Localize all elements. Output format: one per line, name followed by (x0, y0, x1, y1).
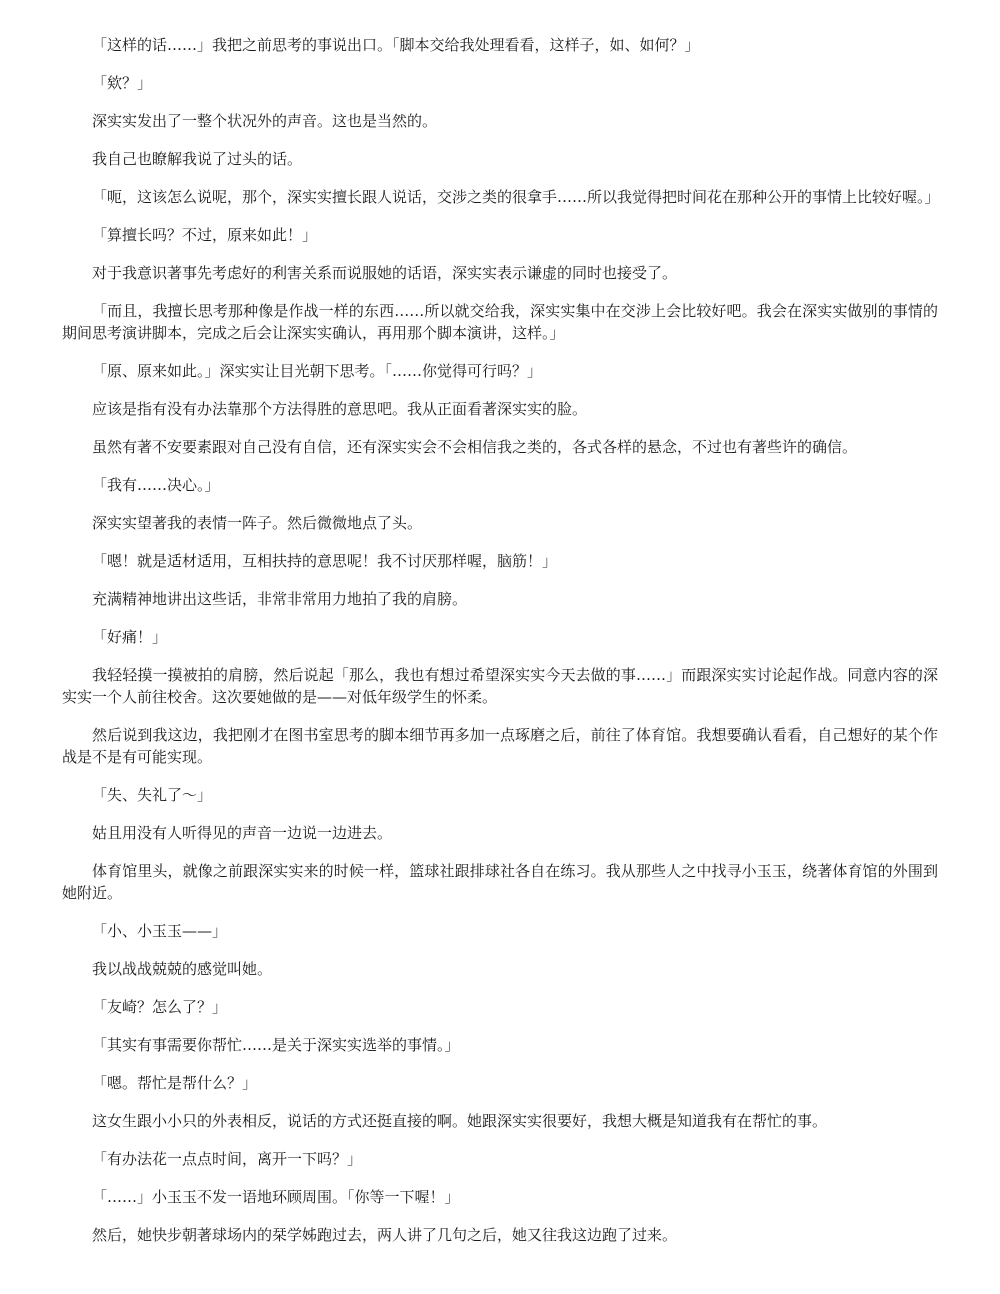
paragraph: 「欸？」 (92, 74, 153, 92)
paragraph: 「算擅长吗？不过，原来如此！」 (92, 226, 318, 244)
paragraph: 这女生跟小小只的外表相反，说话的方式还挺直接的啊。她跟深实实很要好，我想大概是知道我有在帮忙的事。 (92, 1112, 828, 1130)
document-body (62, 34, 938, 1246)
paragraph: 「嗯。帮忙是帮什么？」 (92, 1074, 258, 1092)
paragraph: 体育馆里头，就像之前跟深实实来的时候一样，篮球社跟排球社各自在练习。我从那些人之中找寻小玉玉，绕著体育馆的外围到她附近。 (62, 862, 938, 902)
paragraph: 我以战战兢兢的感觉叫她。 (92, 960, 273, 978)
paragraph: 「失、失礼了～」 (92, 786, 213, 804)
paragraph: 「有办法花一点点时间，离开一下吗？」 (92, 1150, 363, 1168)
paragraph: 我轻轻摸一摸被拍的肩膀，然后说起「那么，我也有想过希望深实实今天去做的事……」而跟深实实讨论起作战。同意内容的深实实一个人前往校舍。这次要她做的是——对低年级学生的怀柔。 (62, 666, 938, 706)
paragraph: 「友崎？怎么了？」 (92, 998, 228, 1016)
paragraph: 「……」小玉玉不发一语地环顾周围。「你等一下喔！」 (92, 1188, 460, 1206)
paragraph: 「我有……决心。」 (92, 476, 220, 494)
paragraph: 应该是指有没有办法靠那个方法得胜的意思吧。我从正面看著深实实的脸。 (92, 400, 588, 418)
paragraph: 然后，她快步朝著球场内的栞学姊跑过去，两人讲了几句之后，她又往我这边跑了过来。 (92, 1226, 678, 1244)
paragraph: 对于我意识著事先考虑好的利害关系而说服她的话语，深实实表示谦虚的同时也接受了。 (92, 264, 678, 282)
paragraph: 「小、小玉玉——」 (92, 922, 228, 940)
paragraph: 我自己也瞭解我说了过头的话。 (92, 150, 303, 168)
paragraph: 「其实有事需要你帮忙……是关于深实实选举的事情。」 (92, 1036, 460, 1054)
paragraph: 虽然有著不安要素跟对自己没有自信，还有深实实会不会相信我之类的，各式各样的悬念，不过也有著些许的确信。 (92, 438, 858, 456)
paragraph: 「原、原来如此。」深实实让目光朝下思考。「……你觉得可行吗？」 (92, 362, 543, 380)
paragraph: 然后说到我这边，我把刚才在图书室思考的脚本细节再多加一点琢磨之后，前往了体育馆。我想要确认看看，自己想好的某个作战是不是有可能实现。 (62, 726, 938, 766)
paragraph: 「这样的话……」我把之前思考的事说出口。「脚本交给我处理看看，这样子，如、如何？」 (92, 36, 700, 54)
paragraph: 深实实发出了一整个状况外的声音。这也是当然的。 (92, 112, 438, 130)
paragraph: 「呃，这该怎么说呢，那个，深实实擅长跟人说话，交涉之类的很拿手……所以我觉得把时间花在那种公开的事情上比较好喔。」 (92, 188, 940, 206)
paragraph: 深实实望著我的表情一阵子。然后微微地点了头。 (92, 514, 423, 532)
paragraph: 「而且，我擅长思考那种像是作战一样的东西……所以就交给我，深实实集中在交涉上会比较好吧。我会在深实实做别的事情的期间思考演讲脚本，完成之后会让深实实确认，再用那个脚本演讲，这样。」 (62, 302, 938, 342)
paragraph: 充满精神地讲出这些话，非常非常用力地拍了我的肩膀。 (92, 590, 468, 608)
paragraph: 姑且用没有人听得见的声音一边说一边进去。 (92, 824, 393, 842)
paragraph: 「嗯！就是适材适用，互相扶持的意思呢！我不讨厌那样喔，脑筋！」 (92, 552, 558, 570)
paragraph: 「好痛！」 (92, 628, 168, 646)
